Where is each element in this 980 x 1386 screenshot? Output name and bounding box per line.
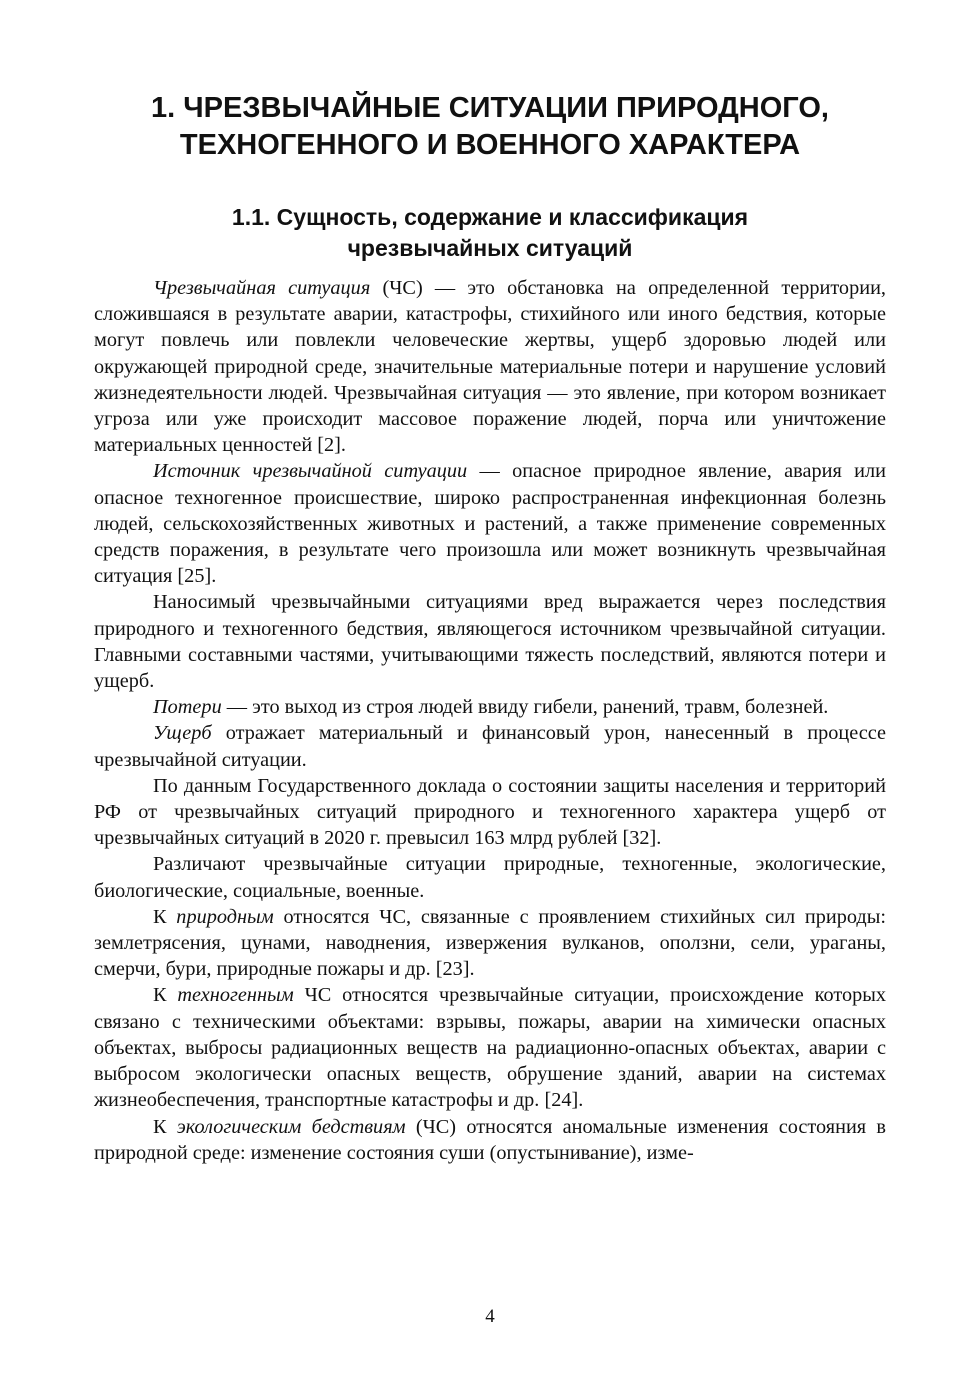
- paragraph-natural: [94, 904, 886, 983]
- term-natural: природным: [176, 905, 274, 928]
- paragraph-text: отражает материальный и финансовый урон, нанесенный в процессе чрезвычайной ситуации.: [94, 722, 886, 771]
- term-damage: Ущерб: [153, 722, 212, 745]
- paragraph-text: ЧС относятся чрезвычайные ситуации, происхождение которых связано с техническими объектами: взрывы, пожары, аварии на химически опасных объектах, выбросы радиационных веществ на радиационно-опасных объектах, аварии с выбросом экологически опасных веществ, обрушение зданий, аварии на системах жизнеобеспечения, транспортные катастрофы и др. [24].: [94, 984, 886, 1112]
- section-title-line-2: чрезвычайных ситуаций: [347, 235, 633, 261]
- paragraph-emergency-source: [94, 458, 886, 589]
- paragraph-text: (ЧС) — это обстановка на определенной территории, сложившаяся в результате аварии, катастрофы, стихийного или иного бедствия, которые могут повлечь или повлекли человеческие жертвы, ущерб здоровью людей или окружающей природной среде, значительные материальные потери и нарушение условий жизнедеятельности людей. Чрезвычайная ситуация — это явление, при котором возникает угроза или уже происходит массовое поражение людей, порча или уничтожение материальных ценностей [2].: [94, 277, 886, 457]
- term-losses: Потери: [153, 696, 222, 719]
- paragraph-prefix: К: [153, 1115, 177, 1138]
- paragraph-damage: [94, 720, 886, 772]
- section-title: [90, 202, 890, 264]
- chapter-title-line-1: 1. ЧРЕЗВЫЧАЙНЫЕ СИТУАЦИИ ПРИРОДНОГО,: [151, 92, 829, 124]
- term-emergency-source: Источник чрезвычайной ситуации: [153, 460, 468, 483]
- paragraph-text: Наносимый чрезвычайными ситуациями вред выражается через последствия природного и техногенного бедствия, являющегося источником чрезвычайной ситуации. Главными составными частями, учитывающими тяжесть последствий, являются потери и ущерб.: [94, 591, 886, 693]
- paragraph-losses: [94, 694, 886, 720]
- paragraph-prefix: К: [153, 905, 177, 928]
- chapter-title: [90, 90, 890, 164]
- paragraph-prefix: К: [153, 984, 178, 1007]
- paragraph-text: относятся ЧС, связанные с проявлением стихийных сил природы: землетрясения, цунами, наводнения, извержения вулканов, оползни, сели, ураганы, смерчи, бури, природные пожары и др. [23].: [94, 905, 886, 981]
- body-text: [94, 275, 886, 1166]
- term-technogenic: техногенным: [177, 984, 294, 1007]
- paragraph-classification: [94, 851, 886, 903]
- paragraph-text: По данным Государственного доклада о состоянии защиты населения и территорий РФ от чрезвычайных ситуаций природного и техногенного характера ущерб от чрезвычайных ситуаций в 2020 г. превысил 163 млрд рублей [32].: [94, 774, 886, 850]
- term-ecological: экологическим бедствиям: [176, 1115, 406, 1138]
- page-number: 4: [485, 1306, 495, 1327]
- chapter-title-line-2: ТЕХНОГЕННОГО И ВОЕННОГО ХАРАКТЕРА: [179, 129, 801, 161]
- paragraph-text: — это выход из строя людей ввиду гибели, ранений, травм, болезней.: [221, 696, 829, 719]
- term-emergency: Чрезвычайная ситуация: [153, 277, 371, 299]
- paragraph-text: — опасное природное явление, авария или опасное техногенное происшествие, широко распространенная инфекционная болезнь людей, сельскохозяйственных животных и растений, а также применение современных средств поражения, в результате чего произошла или может возникнуть чрезвычайная ситуация [25].: [94, 460, 886, 588]
- paragraph-state-report: [94, 773, 886, 852]
- paragraph-emergency-definition: [94, 275, 886, 458]
- section-title-line-1: 1.1. Сущность, содержание и классификация: [231, 204, 749, 230]
- paragraph-technogenic: [94, 982, 886, 1113]
- paragraph-damage-overview: [94, 589, 886, 694]
- paragraph-text: (ЧС) относятся аномальные изменения состояния в природной среде: изменение состояния суши (опустынивание), изме-: [94, 1115, 886, 1164]
- paragraph-text: Различают чрезвычайные ситуации природные, техногенные, экологические, биологические, социальные, военные.: [94, 853, 886, 902]
- paragraph-ecological: [94, 1114, 886, 1166]
